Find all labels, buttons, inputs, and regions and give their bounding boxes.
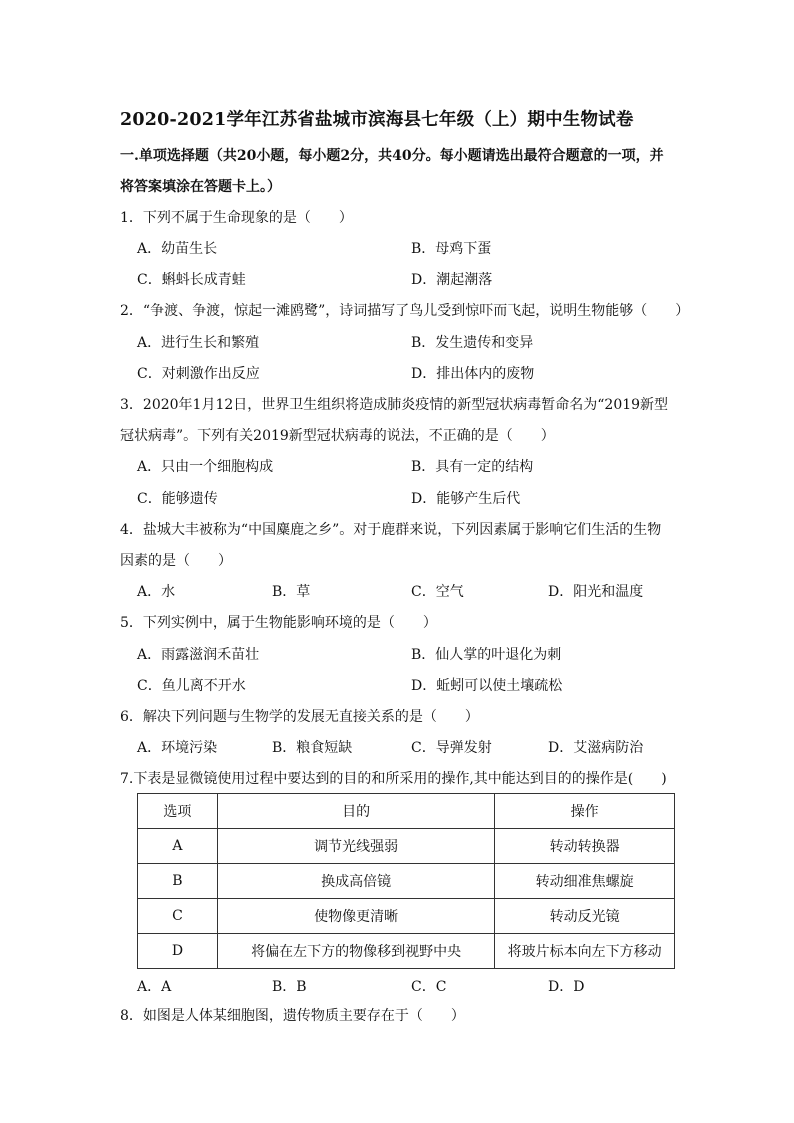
- question-1-option-c: C．蝌蚪长成青蛙: [137, 272, 246, 288]
- table-cell: 换成高倍镜: [217, 864, 494, 899]
- table-cell: 转动转换器: [495, 829, 675, 864]
- question-3-option-b: B．具有一定的结构: [411, 459, 534, 475]
- table-cell: 使物像更清晰: [217, 899, 494, 934]
- table-cell: 将偏在左下方的物像移到视野中央: [217, 934, 494, 969]
- microscope-operation-table: [137, 793, 675, 969]
- question-2-stem: 2．“争渡、争渡，惊起一滩鸥鹭”，诗词描写了鸟儿受到惊吓而飞起，说明生物能够（ ）: [120, 303, 690, 319]
- table-row: [138, 829, 675, 864]
- question-7-option-d: D．D: [548, 979, 585, 995]
- table-cell: 转动反光镜: [495, 899, 675, 934]
- question-1-option-d: D．潮起潮落: [411, 272, 493, 288]
- table-row: [138, 934, 675, 969]
- table-cell: A: [138, 829, 218, 864]
- question-3-option-a: A．只由一个细胞构成: [137, 459, 274, 475]
- question-5-stem: 5．下列实例中，属于生物能影响环境的是（ ）: [120, 615, 437, 631]
- question-8-stem: 8．如图是人体某细胞图，遗传物质主要存在于（ ）: [120, 1008, 465, 1024]
- question-1-option-b: B．母鸡下蛋: [411, 241, 492, 257]
- question-7-option-a: A．A: [137, 979, 172, 995]
- table-cell: 将玻片标本向左下方移动: [495, 934, 675, 969]
- table-row: [138, 864, 675, 899]
- question-6-option-c: C．导弹发射: [411, 740, 492, 756]
- question-1-option-a: A．幼苗生长: [137, 241, 218, 257]
- question-3-option-c: C．能够遗传: [137, 491, 218, 507]
- question-7-stem: 7.下表是显微镜使用过程中要达到的目的和所采用的操作,其中能达到目的的操作是( ): [120, 771, 667, 787]
- table-cell: 转动细准焦螺旋: [495, 864, 675, 899]
- question-4-stem-line-2: 因素的是（ ）: [120, 553, 232, 569]
- question-3-stem-line-2: 冠状病毒”。下列有关2019新型冠状病毒的说法，不正确的是（ ）: [120, 428, 555, 444]
- question-5-option-b: B．仙人掌的叶退化为刺: [411, 647, 562, 663]
- question-6-stem: 6．解决下列问题与生物学的发展无直接关系的是（ ）: [120, 709, 479, 725]
- question-1-stem: 1．下列不属于生命现象的是（ ）: [120, 210, 353, 226]
- question-6-option-b: B．粮食短缺: [272, 740, 353, 756]
- question-5-option-c: C．鱼儿离不开水: [137, 678, 246, 694]
- question-4-option-b: B．草: [272, 584, 311, 600]
- section-heading-line-1: 一.单项选择题（共20小题，每小题2分，共40分。每小题请选出最符合题意的一项，并: [120, 148, 664, 164]
- question-6-option-a: A．环境污染: [137, 740, 218, 756]
- question-7-option-b: B．B: [272, 979, 307, 995]
- table-header-row: [138, 794, 675, 829]
- question-6-option-d: D．艾滋病防治: [548, 740, 644, 756]
- question-2-option-b: B．发生遗传和变异: [411, 335, 534, 351]
- question-4-stem-line-1: 4．盐城大丰被称为“中国麋鹿之乡”。对于鹿群来说，下列因素属于影响它们生活的生物: [120, 522, 662, 538]
- table-header-cell: 目的: [217, 794, 494, 829]
- section-heading-line-2: 将答案填涂在答题卡上。）: [120, 179, 281, 195]
- table-header-cell: 操作: [495, 794, 675, 829]
- question-4-option-d: D．阳光和温度: [548, 584, 644, 600]
- question-2-option-c: C．对刺激作出反应: [137, 366, 260, 382]
- question-3-option-d: D．能够产生后代: [411, 491, 521, 507]
- question-2-option-d: D．排出体内的废物: [411, 366, 535, 382]
- question-5-option-d: D．蚯蚓可以使土壤疏松: [411, 678, 563, 694]
- table-cell: C: [138, 899, 218, 934]
- question-3-stem-line-1: 3．2020年1月12日，世界卫生组织将造成肺炎疫情的新型冠状病毒暂命名为“2019新型: [120, 397, 669, 413]
- table-cell: B: [138, 864, 218, 899]
- table-cell: D: [138, 934, 218, 969]
- question-4-option-c: C．空气: [411, 584, 464, 600]
- table-row: [138, 899, 675, 934]
- question-2-option-a: A．进行生长和繁殖: [137, 335, 260, 351]
- question-5-option-a: A．雨露滋润禾苗壮: [137, 647, 260, 663]
- question-7-option-c: C．C: [411, 979, 447, 995]
- exam-title: 2020-2021学年江苏省盐城市滨海县七年级（上）期中生物试卷: [120, 110, 634, 130]
- table-cell: 调节光线强弱: [217, 829, 494, 864]
- table-header-cell: 选项: [138, 794, 218, 829]
- question-4-option-a: A．水: [137, 584, 176, 600]
